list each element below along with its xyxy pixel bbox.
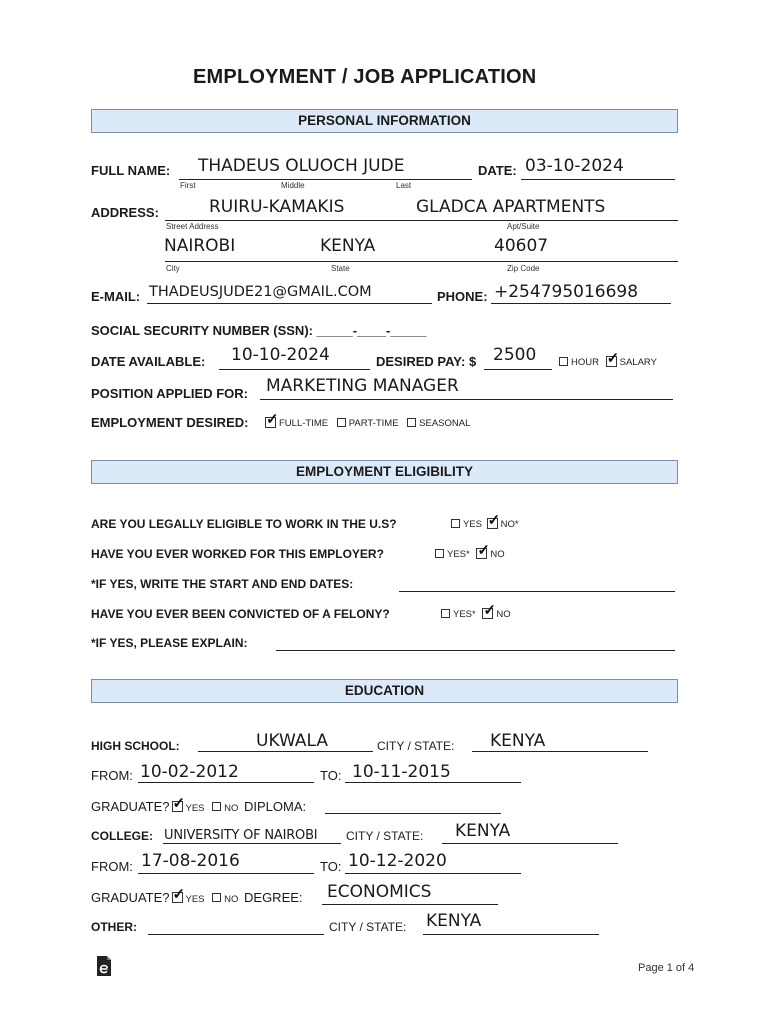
worked-no-label: NO <box>490 549 505 561</box>
date-available-field[interactable]: 10-10-2024 <box>231 345 330 365</box>
full-name-field[interactable]: THADEUS OLUOCH JUDE <box>198 156 405 176</box>
eligible-no-label: NO* <box>500 519 519 531</box>
salary-checkbox[interactable]: ✓ <box>606 350 620 367</box>
worked-no-checkbox[interactable]: ✓ <box>477 542 490 559</box>
hs-to-field[interactable]: 10-11-2015 <box>352 762 451 782</box>
degree-field[interactable]: ECONOMICS <box>327 882 432 902</box>
employment-type-options <box>265 411 471 430</box>
section-header-eligibility: EMPLOYMENT ELIGIBILITY <box>91 460 678 484</box>
hs-graduate-yes-checkbox[interactable]: ✓ <box>172 795 186 813</box>
felony-options <box>441 602 511 621</box>
worked-yes-label: YES* <box>447 549 470 561</box>
date-label: DATE: <box>478 163 517 178</box>
phone-label: PHONE: <box>437 289 488 304</box>
position-label: POSITION APPLIED FOR: <box>91 386 248 401</box>
sub-last: Last <box>396 181 412 190</box>
part-time-checkbox[interactable] <box>337 418 346 427</box>
full-time-checkbox[interactable]: ✓ <box>266 411 279 428</box>
full-time-label: FULL-TIME <box>279 418 329 430</box>
hs-graduate-label: GRADUATE? <box>91 799 170 814</box>
worked-before-question: HAVE YOU EVER WORKED FOR THIS EMPLOYER? <box>91 547 384 561</box>
eligible-question: ARE YOU LEGALLY ELIGIBLE TO WORK IN THE U.S? <box>91 517 397 531</box>
full-name-label: FULL NAME: <box>91 163 171 178</box>
sub-middle: Middle <box>281 181 305 190</box>
desired-pay-label: DESIRED PAY: $ <box>376 354 477 369</box>
hs-from-field[interactable]: 10-02-2012 <box>140 762 239 782</box>
other-city-state-label: CITY / STATE: <box>329 920 407 934</box>
eligible-no-checkbox[interactable]: ✓ <box>487 512 501 529</box>
section-header-education: EDUCATION <box>91 679 678 703</box>
college-city-state-label: CITY / STATE: <box>346 829 424 843</box>
hs-to-label: TO: <box>320 768 342 783</box>
page-number: Page 1 of 4 <box>638 962 695 974</box>
college-from-field[interactable]: 17-08-2016 <box>141 851 240 871</box>
felony-question: HAVE YOU EVER BEEN CONVICTED OF A FELONY? <box>91 607 390 621</box>
page-title: EMPLOYMENT / JOB APPLICATION <box>193 66 537 88</box>
ssn-field[interactable]: SOCIAL SECURITY NUMBER (SSN): _____-____-_____ <box>91 323 427 338</box>
sub-state: State <box>331 264 350 273</box>
felony-no-checkbox[interactable]: ✓ <box>483 602 496 619</box>
college-graduate-yes-checkbox[interactable]: ✓ <box>172 886 186 904</box>
degree-label: DEGREE: <box>244 890 303 905</box>
seasonal-label: SEASONAL <box>419 418 471 430</box>
desired-pay-field[interactable]: 2500 <box>493 345 537 365</box>
high-school-field[interactable]: UKWALA <box>256 731 328 751</box>
city-field[interactable]: NAIROBI <box>164 236 236 256</box>
college-field[interactable]: UNIVERSITY OF NAIROBI <box>164 828 318 843</box>
sub-apt: Apt/Suite <box>507 222 540 231</box>
hs-from-label: FROM: <box>91 768 133 783</box>
section-header-personal: PERSONAL INFORMATION <box>91 109 678 133</box>
address-label: ADDRESS: <box>91 205 159 220</box>
felony-no-label: NO <box>496 609 511 621</box>
street-address-field[interactable]: RUIRU-KAMAKIS <box>209 197 345 217</box>
seasonal-checkbox[interactable] <box>407 418 416 427</box>
college-graduate-yes-label: YES <box>185 894 205 905</box>
explain-question: *IF YES, PLEASE EXPLAIN: <box>91 636 248 650</box>
date-field[interactable]: 03-10-2024 <box>525 156 624 176</box>
college-graduate-row <box>91 886 303 905</box>
hs-graduate-row <box>91 795 307 814</box>
hs-city-state-label: CITY / STATE: <box>377 739 455 753</box>
eligible-yes-label: YES <box>463 519 483 531</box>
felony-yes-checkbox[interactable] <box>441 609 450 618</box>
college-label: COLLEGE: <box>91 829 153 843</box>
salary-label: SALARY <box>619 357 657 369</box>
email-field[interactable]: THADEUSJUDE21@GMAIL.COM <box>149 284 372 300</box>
sub-city: City <box>166 264 180 273</box>
diploma-label: DIPLOMA: <box>244 799 307 814</box>
sub-first: First <box>180 181 196 190</box>
college-from-label: FROM: <box>91 859 133 874</box>
email-label: E-MAIL: <box>91 289 141 304</box>
date-available-label: DATE AVAILABLE: <box>91 354 206 369</box>
college-graduate-label: GRADUATE? <box>91 890 170 905</box>
eforms-logo-icon <box>95 955 113 977</box>
hs-city-state-field[interactable]: KENYA <box>490 731 546 751</box>
part-time-label: PART-TIME <box>348 418 399 430</box>
college-to-label: TO: <box>320 859 342 874</box>
hs-graduate-no-checkbox[interactable] <box>212 802 221 811</box>
eligible-options <box>451 512 519 531</box>
hour-label: HOUR <box>571 357 599 369</box>
college-graduate-no-checkbox[interactable] <box>212 893 221 902</box>
employment-desired-label: EMPLOYMENT DESIRED: <box>91 415 249 430</box>
other-label: OTHER: <box>91 920 137 934</box>
hs-graduate-yes-label: YES <box>185 803 205 814</box>
other-city-state-field[interactable]: KENYA <box>426 911 482 931</box>
hs-graduate-no-label: NO <box>224 803 239 814</box>
worked-yes-checkbox[interactable] <box>435 549 444 558</box>
college-to-field[interactable]: 10-12-2020 <box>348 851 447 871</box>
college-city-state-field[interactable]: KENYA <box>455 821 511 841</box>
phone-field[interactable]: +254795016698 <box>494 282 639 302</box>
zip-field[interactable]: 40607 <box>494 236 549 256</box>
apt-suite-field[interactable]: GLADCA APARTMENTS <box>416 197 606 217</box>
position-field[interactable]: MARKETING MANAGER <box>266 376 459 396</box>
hour-checkbox[interactable] <box>559 357 568 366</box>
sub-street: Street Address <box>166 222 219 231</box>
state-field[interactable]: KENYA <box>320 236 376 256</box>
college-graduate-no-label: NO <box>224 894 239 905</box>
dates-question: *IF YES, WRITE THE START AND END DATES: <box>91 577 354 591</box>
worked-before-options <box>435 542 505 561</box>
high-school-label: HIGH SCHOOL: <box>91 739 180 753</box>
pay-type-options <box>559 350 657 369</box>
sub-zip: Zip Code <box>507 264 540 273</box>
felony-yes-label: YES* <box>453 609 476 621</box>
eligible-yes-checkbox[interactable] <box>451 519 460 528</box>
